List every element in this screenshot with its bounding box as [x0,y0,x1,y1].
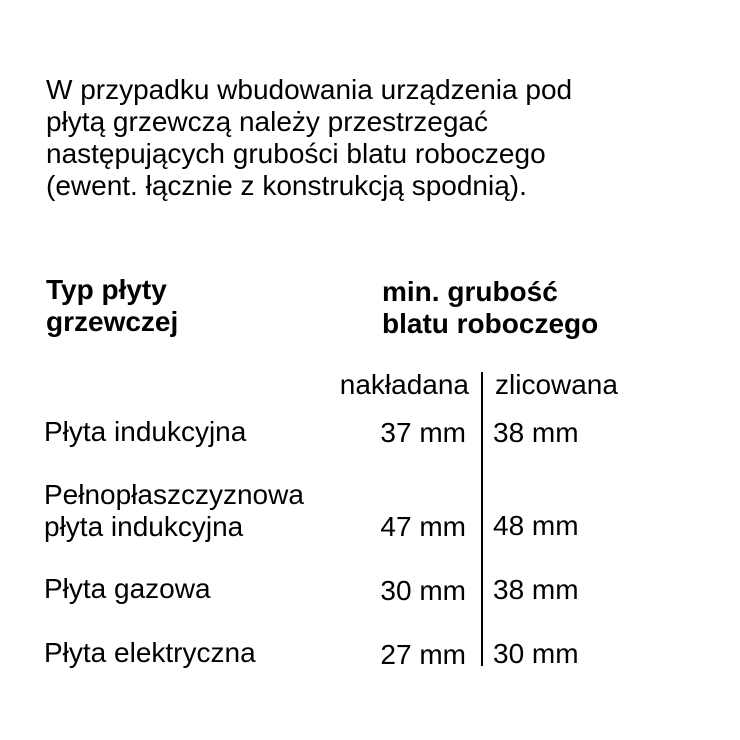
intro-line: płytą grzewczą należy przestrzegać [46,106,488,137]
column-header-min-thickness [382,276,598,340]
row-value-flush: 48 mm [493,510,579,541]
row-label-gas [44,573,211,605]
row-value-overlay: 27 mm [380,639,466,670]
row-value-flush: 30 mm [493,638,579,669]
row-label-induction [44,416,246,448]
row-value-flush: 38 mm [493,417,579,448]
column-header-hob-type [46,274,178,338]
row-value-flush: 38 mm [493,574,579,605]
header-line: blatu roboczego [382,308,599,339]
row-label-line: Płyta elektryczna [44,637,256,668]
intro-paragraph [46,74,716,202]
row-label-line: Pełnopłaszczyznowa [44,479,304,510]
header-line: min. grubość [382,276,558,307]
header-line: grzewczej [46,306,179,337]
row-value-overlay: 30 mm [380,575,466,606]
row-label-line: płyta indukcyjna [44,511,244,542]
row-value-overlay: 47 mm [380,511,466,542]
subheader-overlay: nakładana [339,369,469,400]
row-label-electric [44,637,256,669]
intro-line: następujących grubości blatu roboczego [46,138,546,169]
intro-line: W przypadku wbudowania urządzenia pod [46,74,573,105]
intro-line: (ewent. łącznie z konstrukcją spodnią). [46,170,527,201]
header-line: Typ płyty [46,274,167,305]
row-label-line: Płyta indukcyjna [44,416,247,447]
row-label-line: Płyta gazowa [44,573,211,604]
subheader-flush: zlicowana [495,369,618,400]
row-value-overlay: 37 mm [380,417,466,448]
column-divider [481,372,483,666]
row-label-full-surface-induction [44,479,304,543]
